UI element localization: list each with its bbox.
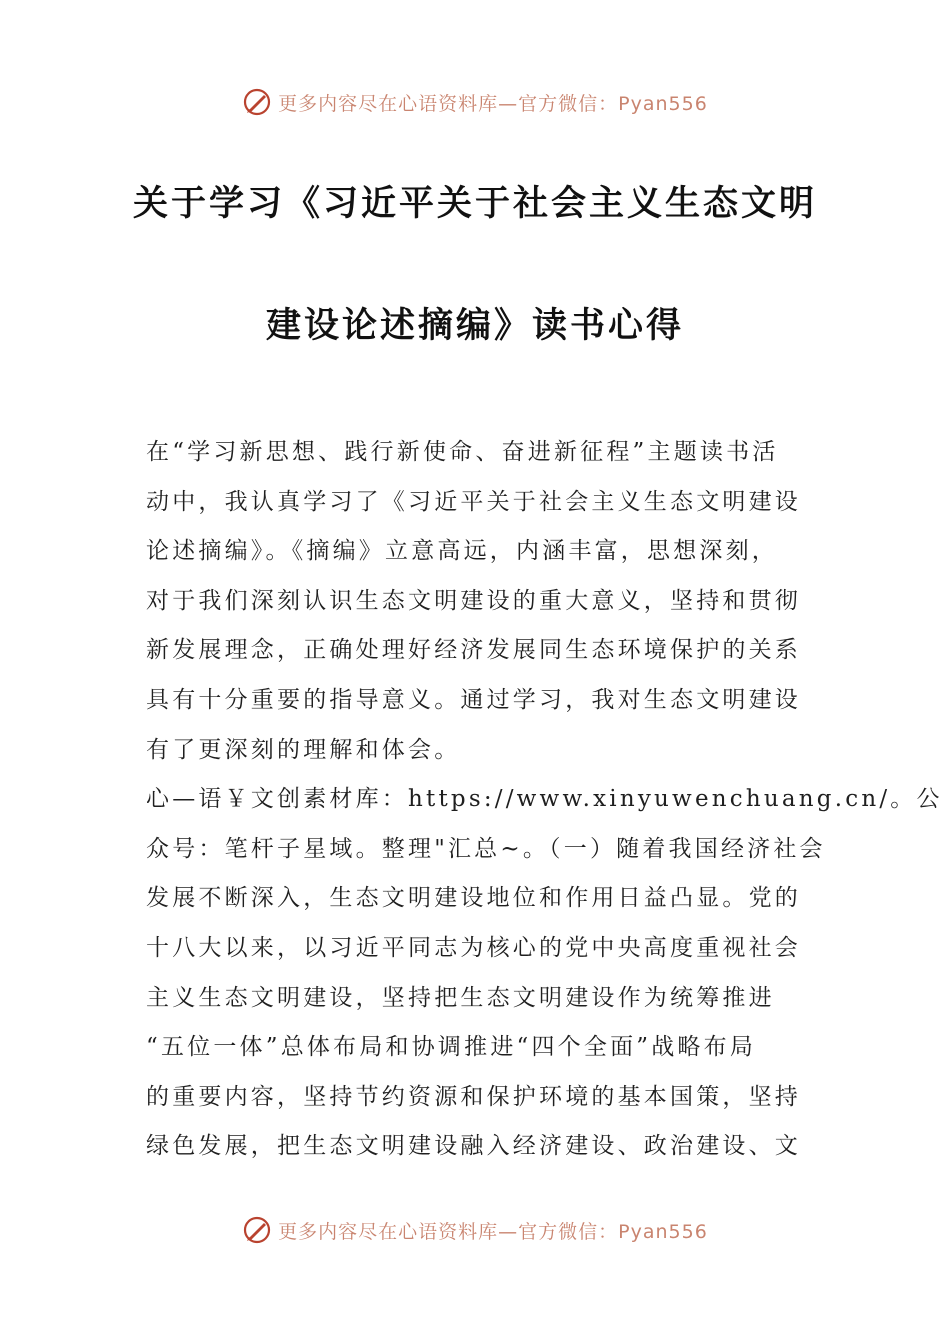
body-line: 新发展理念，正确处理好经济发展同生态环境保护的关系 <box>146 637 801 664</box>
body-line: 的重要内容，坚持节约资源和保护环境的基本国策，坚持 <box>146 1083 801 1110</box>
document-title-line-1: 关于学习《习近平关于社会主义生态文明 <box>132 184 817 224</box>
quill-circle-icon <box>242 87 272 117</box>
header-watermark <box>0 82 950 122</box>
quill-circle-icon <box>242 1215 272 1245</box>
footer-watermark <box>0 1210 950 1250</box>
body-line: 具有十分重要的指导意义。通过学习，我对生态文明建设 <box>146 686 801 713</box>
body-line: “五位一体”总体布局和协调推进“四个全面”战略布局 <box>146 1034 757 1061</box>
body-line: 众号：笔杆子星域。整理"汇总~。（一）随着我国经济社会 <box>146 835 826 862</box>
body-paragraphs <box>146 428 943 1172</box>
watermark-text: 更多内容尽在心语资料库—官方微信：Pyan556 <box>278 92 708 115</box>
body-line: 论述摘编》。《摘编》立意高远，内涵丰富，思想深刻， <box>146 538 778 565</box>
body-line: 绿色发展，把生态文明建设融入经济建设、政治建设、文 <box>146 1133 801 1160</box>
document-title-line-2: 建设论述摘编》读书心得 <box>265 306 684 346</box>
body-line: 十八大以来，以习近平同志为核心的党中央高度重视社会 <box>146 934 801 961</box>
body-line: 发展不断深入，生态文明建设地位和作用日益凸显。党的 <box>146 885 801 912</box>
body-line: 对于我们深刻认识生态文明建设的重大意义，坚持和贯彻 <box>146 587 801 614</box>
body-line: 在“学习新思想、践行新使命、奋进新征程”主题读书活 <box>146 439 779 465</box>
body-line: 动中，我认真学习了《习近平关于社会主义生态文明建设 <box>146 488 801 515</box>
body-line: 主义生态文明建设，坚持把生态文明建设作为统筹推进 <box>146 984 775 1011</box>
watermark-text: 更多内容尽在心语资料库—官方微信：Pyan556 <box>278 1220 708 1243</box>
body-line: 有了更深刻的理解和体会。 <box>146 736 461 763</box>
body-line: 心—语￥文创素材库：https://www.xinyuwenchuang.cn/。公 <box>146 786 943 813</box>
